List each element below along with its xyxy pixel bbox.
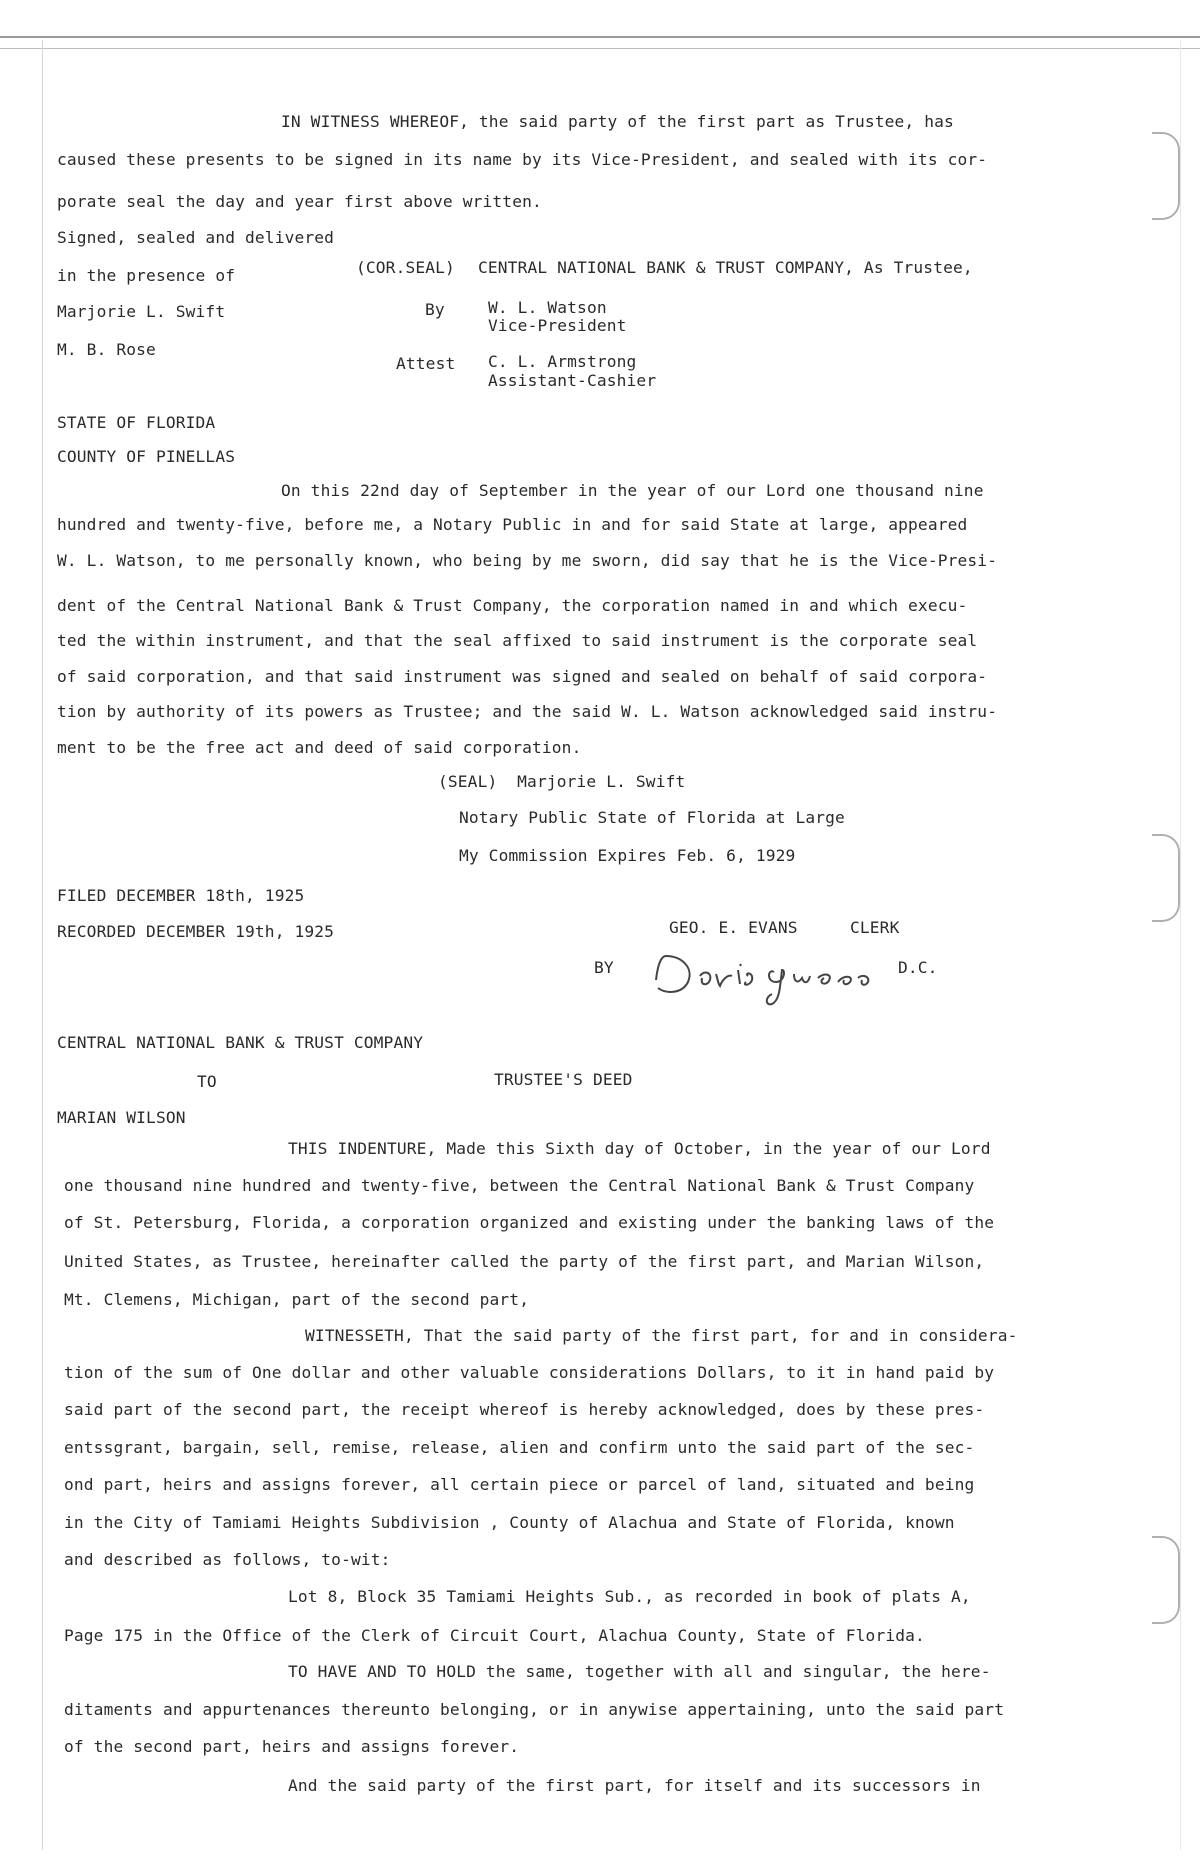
deed-line-12: and described as follows, to-wit: [64,1550,391,1569]
grantor-heading: CENTRAL NATIONAL BANK & TRUST COMPANY [57,1033,424,1052]
deed-line-16: ditaments and appurtenances thereunto belonging, or in anywise appertaining, unto the said part [64,1700,1005,1719]
witness-line-3: porate seal the day and year first above written. [57,192,542,211]
deed-line-2: one thousand nine hundred and twenty-five, between the Central National Bank & Trust Company [64,1176,975,1195]
deputy-clerk-signature [648,942,878,1012]
clerk-name: GEO. E. EVANS [669,918,798,937]
deed-line-8: said part of the second part, the receipt whereof is hereby acknowledged, does by these pres- [64,1400,985,1419]
filed-date: FILED DECEMBER 18th, 1925 [57,886,305,905]
deed-line-7: tion of the sum of One dollar and other valuable considerations Dollars, to it in hand paid by [64,1363,995,1382]
grantee-heading: MARIAN WILSON [57,1108,186,1127]
corporate-seal-label: (COR.SEAL) [356,258,455,277]
deed-line-10: ond part, heirs and assigns forever, all certain piece or parcel of land, situated and being [64,1475,975,1494]
signed-sealed-line: Signed, sealed and delivered [57,228,335,247]
ack-line-5: ted the within instrument, and that the seal affixed to said instrument is the corporate seal [57,631,978,650]
right-margin-line [1180,40,1181,1850]
deed-line-15: TO HAVE AND TO HOLD the same, together with all and singular, the here- [288,1662,991,1681]
ack-line-8: ment to be the free act and deed of said corporation. [57,738,582,757]
deed-line-4: United States, as Trustee, hereinafter called the party of the first part, and Marian Wilson, [64,1252,985,1271]
witness-name-2: M. B. Rose [57,340,156,359]
deed-line-11: in the City of Tamiami Heights Subdivision , County of Alachua and State of Florida, known [64,1513,955,1532]
presence-line: in the presence of [57,266,236,285]
deed-line-6: WITNESSETH, That the said party of the first part, for and in considera- [305,1326,1018,1345]
deed-line-17: of the second part, heirs and assigns forever. [64,1737,520,1756]
commission-expires: My Commission Expires Feb. 6, 1929 [459,846,796,865]
ack-line-2: hundred and twenty-five, before me, a Notary Public in and for said State at large, appeared [57,515,968,534]
deed-line-18: And the said party of the first part, for itself and its successors in [288,1776,981,1795]
deed-line-5: Mt. Clemens, Michigan, part of the second part, [64,1290,530,1309]
left-margin-line [42,40,43,1850]
deed-line-14: Page 175 in the Office of the Clerk of Circuit Court, Alachua County, State of Florida. [64,1626,925,1645]
signer-name: W. L. Watson [488,298,607,317]
deed-line-1: THIS INDENTURE, Made this Sixth day of October, in the year of our Lord [288,1139,991,1158]
by-label: By [425,300,445,319]
by-clerk-label: BY [594,958,614,977]
deed-line-13: Lot 8, Block 35 Tamiami Heights Sub., as recorded in book of plats A, [288,1587,971,1606]
trustees-deed-title: TRUSTEE'S DEED [494,1070,633,1089]
deed-line-9: entssgrant, bargain, sell, remise, release, alien and confirm unto the said part of the sec- [64,1438,975,1457]
binder-hole-icon [1152,834,1180,922]
to-label: TO [197,1072,217,1091]
ack-line-4: dent of the Central National Bank & Trust Company, the corporation named in and which execu- [57,596,968,615]
county-heading: COUNTY OF PINELLAS [57,447,236,466]
attest-title: Assistant-Cashier [488,371,657,390]
ack-line-7: tion by authority of its powers as Trustee; and the said W. L. Watson acknowledged said instru- [57,702,998,721]
deputy-clerk-label: D.C. [898,958,938,977]
attest-name: C. L. Armstrong [488,352,637,371]
notary-title: Notary Public State of Florida at Large [459,808,845,827]
binder-hole-icon [1152,1536,1180,1624]
clerk-title: CLERK [850,918,900,937]
attest-label: Attest [396,354,456,373]
witness-name-1: Marjorie L. Swift [57,302,226,321]
recorded-date: RECORDED DECEMBER 19th, 1925 [57,922,335,941]
state-heading: STATE OF FLORIDA [57,413,216,432]
notary-seal-line: (SEAL) Marjorie L. Swift [438,772,686,791]
signer-title: Vice-President [488,316,627,335]
witness-line-1: IN WITNESS WHEREOF, the said party of the first part as Trustee, has [281,112,954,131]
witness-line-2: caused these presents to be signed in its name by its Vice-President, and sealed with its cor- [57,150,988,169]
ack-line-1: On this 22nd day of September in the year of our Lord one thousand nine [281,481,984,500]
ack-line-6: of said corporation, and that said instrument was signed and sealed on behalf of said corpora- [57,667,988,686]
binder-hole-icon [1152,132,1180,220]
ack-line-3: W. L. Watson, to me personally known, who being by me sworn, did say that he is the Vice-Presi- [57,551,998,570]
deed-line-3: of St. Petersburg, Florida, a corporation organized and existing under the banking laws of the [64,1213,995,1232]
top-border [0,36,1200,49]
company-trustee-line: CENTRAL NATIONAL BANK & TRUST COMPANY, As Trustee, [478,258,973,277]
